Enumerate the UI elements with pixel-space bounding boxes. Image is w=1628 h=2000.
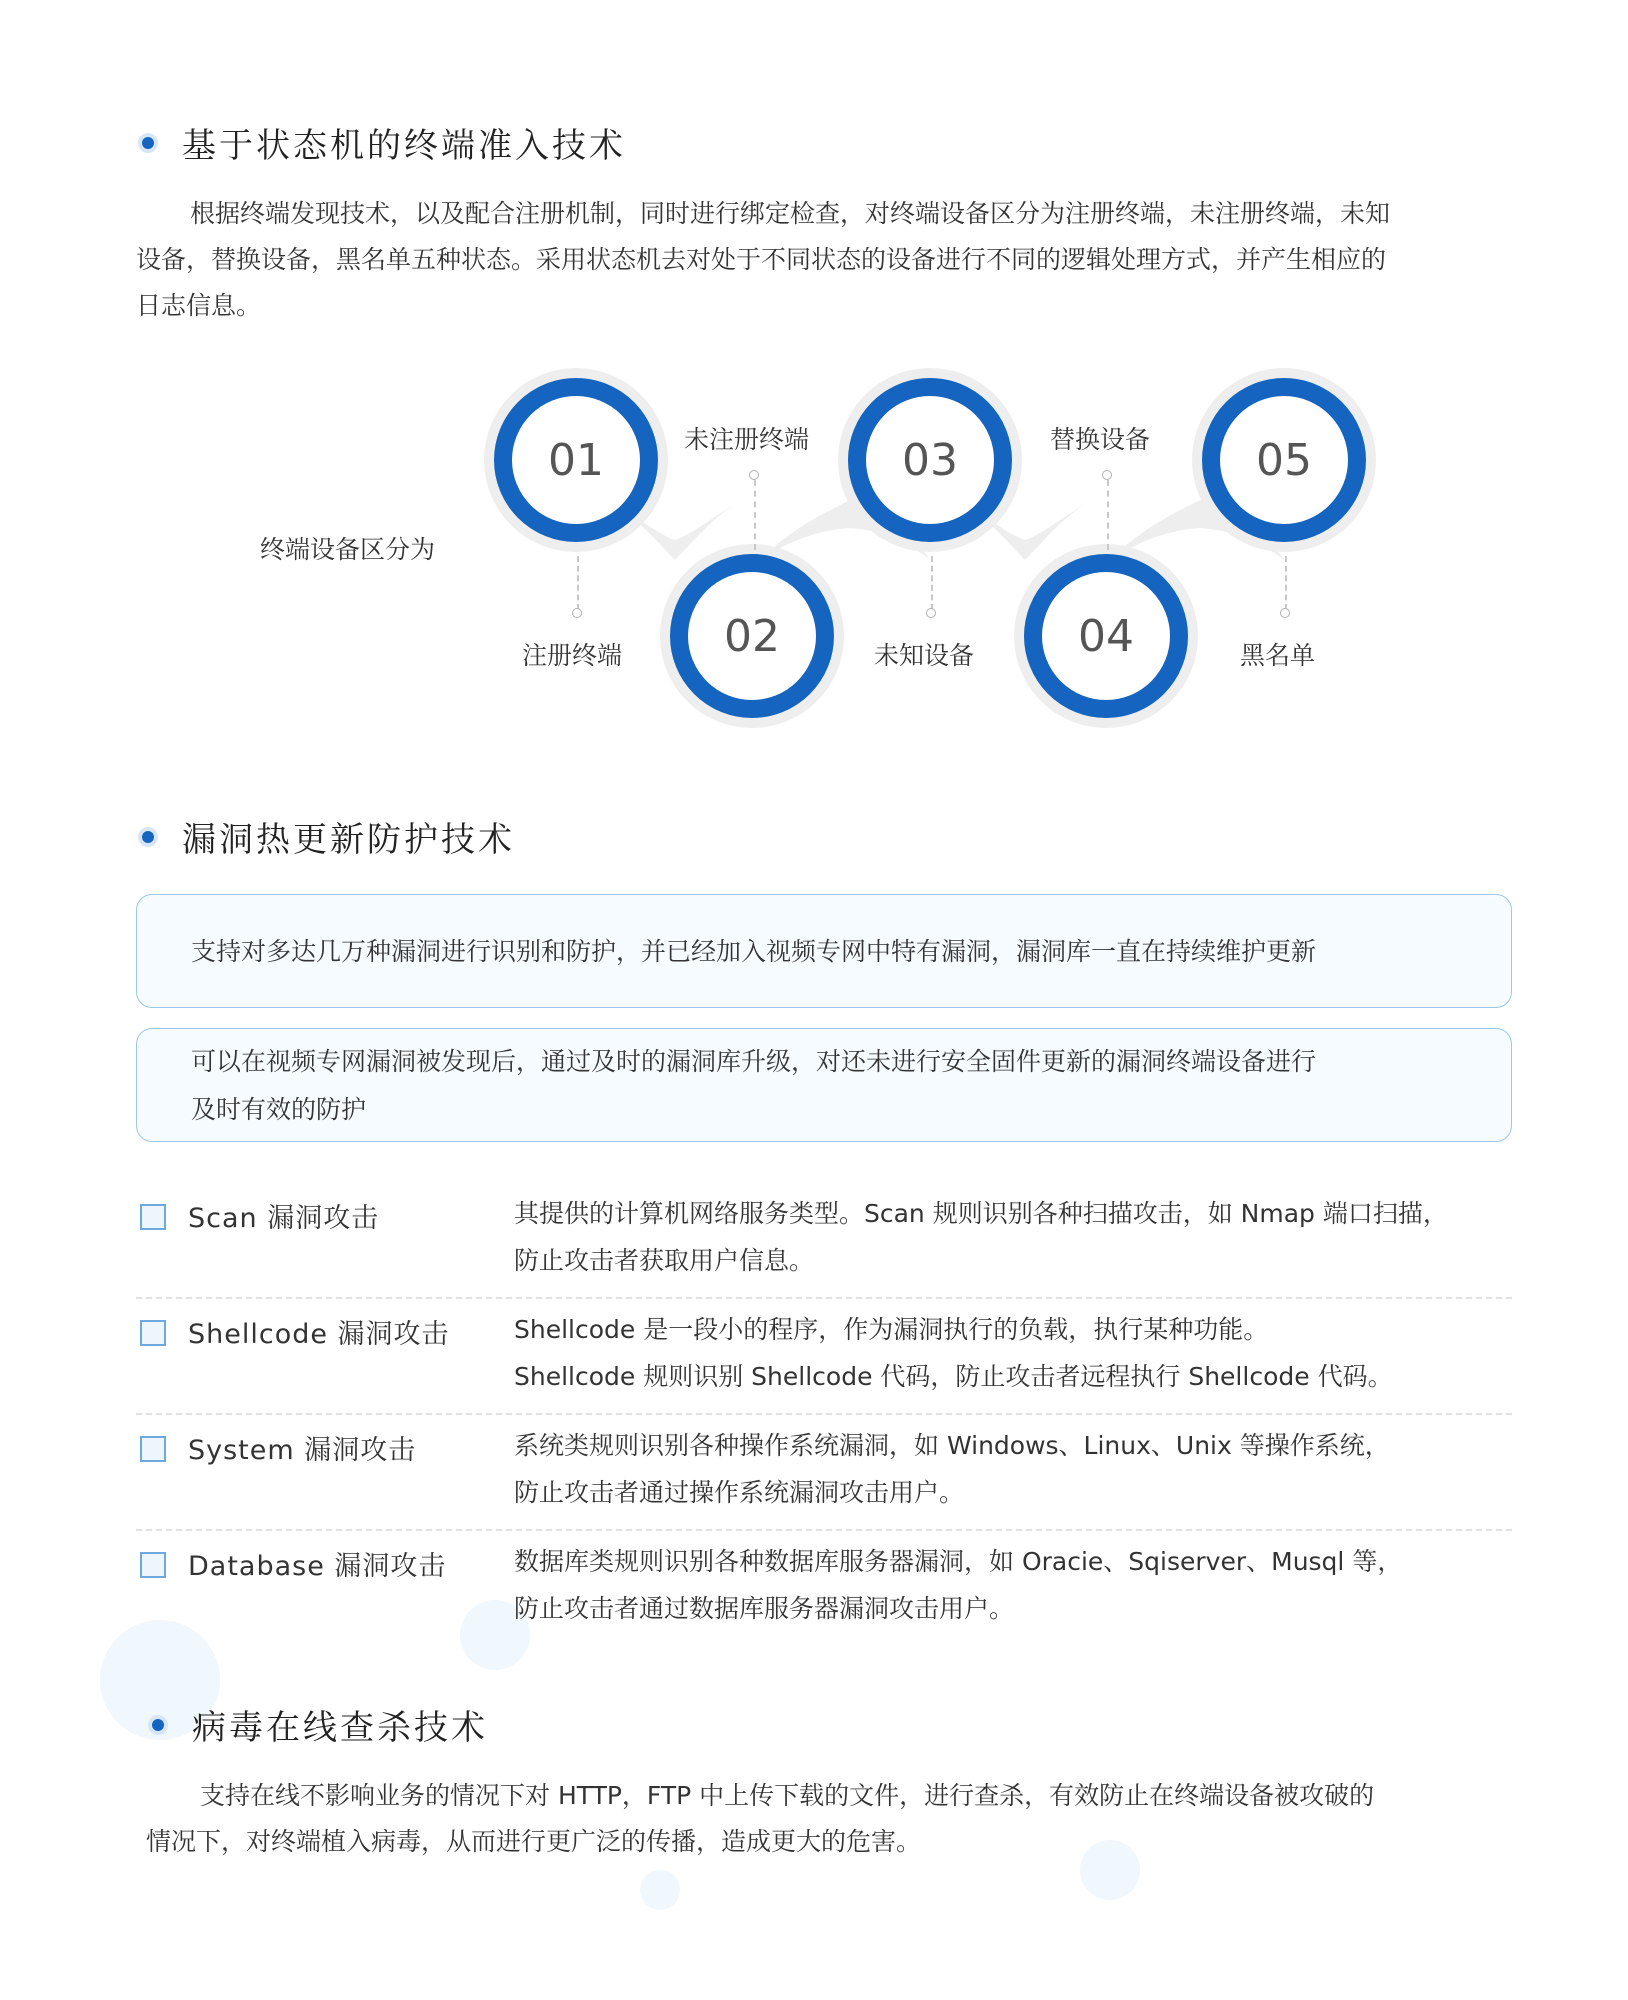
checkbox-icon [140,1204,166,1230]
connector-line [1285,556,1287,610]
step-number: 01 [548,434,604,486]
paragraph-line: 支持在线不影响业务的情况下对 HTTP，FTP 中上传下载的文件，进行查杀，有效防止在终端设备被攻破的 [200,1781,1375,1810]
step-circle-04 [1024,554,1188,718]
attack-description [514,1190,1448,1284]
connector-dot [926,608,936,618]
info-box-text: 可以在视频专网漏洞被发现后，通过及时的漏洞库升级，对还未进行安全固件更新的漏洞终端设备进行 [191,1047,1317,1076]
attack-name: Database 漏洞攻击 [188,1551,447,1582]
step-label-03: 未知设备 [874,641,975,670]
decorative-bubble [640,1870,680,1910]
attack-row-system [136,1422,1512,1522]
info-box-timely-protection [136,1028,1512,1142]
connector-line [577,556,579,610]
description-line: 防止攻击者通过数据库服务器漏洞攻击用户。 [514,1594,1015,1623]
description-line: 其提供的计算机网络服务类型。Scan 规则识别各种扫描攻击，如 Nmap 端口扫描， [514,1199,1448,1228]
step-number: 02 [724,610,780,662]
section-heading-state-machine [142,118,626,167]
description-line: Shellcode 规则识别 Shellcode 代码，防止攻击者远程执行 Shellcode 代码。 [514,1362,1393,1391]
step-circle-01 [494,378,658,542]
row-divider [136,1529,1512,1531]
paragraph-line: 日志信息。 [136,291,262,320]
info-box-vuln-library [136,894,1512,1008]
attack-row-shellcode [136,1306,1512,1406]
bullet-icon [142,137,154,149]
attack-name: Shellcode 漏洞攻击 [188,1319,450,1350]
step-label-01: 注册终端 [522,641,623,670]
section-title: 基于状态机的终端准入技术 [182,126,626,166]
step-label-02: 未注册终端 [684,425,810,454]
connector-dot [1280,608,1290,618]
connector-line [754,480,756,550]
section-heading-antivirus [152,1700,488,1749]
attack-description [514,1422,1390,1516]
attack-name: Scan 漏洞攻击 [188,1203,380,1234]
step-number: 04 [1078,610,1134,662]
paragraph-line: 根据终端发现技术，以及配合注册机制，同时进行绑定检查，对终端设备区分为注册终端，未注册终端，未知 [190,199,1391,228]
checkbox-icon [140,1552,166,1578]
step-number: 05 [1256,434,1312,486]
step-circle-03 [848,378,1012,542]
info-box-text: 及时有效的防护 [191,1095,367,1124]
step-number: 03 [902,434,958,486]
connector-line [931,556,933,610]
connector-dot [749,470,759,480]
paragraph-line: 设备，替换设备，黑名单五种状态。采用状态机去对处于不同状态的设备进行不同的逻辑处理方式，并产生相应的 [136,245,1387,274]
description-line: 防止攻击者获取用户信息。 [514,1246,815,1275]
connector-dot [1102,470,1112,480]
description-line: 数据库类规则识别各种数据库服务器漏洞，如 Oracie、Sqiserver、Musql 等， [514,1547,1403,1576]
step-label-04: 替换设备 [1050,425,1151,454]
attack-row-scan [136,1190,1512,1290]
checkbox-icon [140,1320,166,1346]
row-divider [136,1297,1512,1299]
description-line: 防止攻击者通过操作系统漏洞攻击用户。 [514,1478,965,1507]
paragraph-line: 情况下，对终端植入病毒，从而进行更广泛的传播，造成更大的危害。 [146,1827,922,1856]
description-line: Shellcode 是一段小的程序，作为漏洞执行的负载，执行某种功能。 [514,1315,1269,1344]
section-heading-hot-patch [142,812,515,861]
step-label-05: 黑名单 [1240,641,1316,670]
section-paragraph [146,1773,1536,1865]
step-circle-05 [1202,378,1366,542]
row-divider [136,1413,1512,1415]
description-line: 系统类规则识别各种操作系统漏洞，如 Windows、Linux、Unix 等操作系统， [514,1431,1390,1460]
attack-row-database [136,1538,1512,1638]
step-circle-02 [670,554,834,718]
diagram-intro-label: 终端设备区分为 [260,535,436,564]
attack-name: System 漏洞攻击 [188,1435,417,1466]
section-title: 病毒在线查杀技术 [192,1708,488,1748]
section-title: 漏洞热更新防护技术 [182,820,515,860]
attack-description [514,1306,1393,1400]
bullet-icon [152,1719,164,1731]
attack-description [514,1538,1402,1632]
connector-dot [572,608,582,618]
checkbox-icon [140,1436,166,1462]
bullet-icon [142,831,154,843]
section-paragraph [136,191,1528,329]
connector-line [1107,480,1109,550]
info-box-text: 支持对多达几万种漏洞进行识别和防护，并已经加入视频专网中特有漏洞，漏洞库一直在持续维护更新 [191,937,1317,966]
